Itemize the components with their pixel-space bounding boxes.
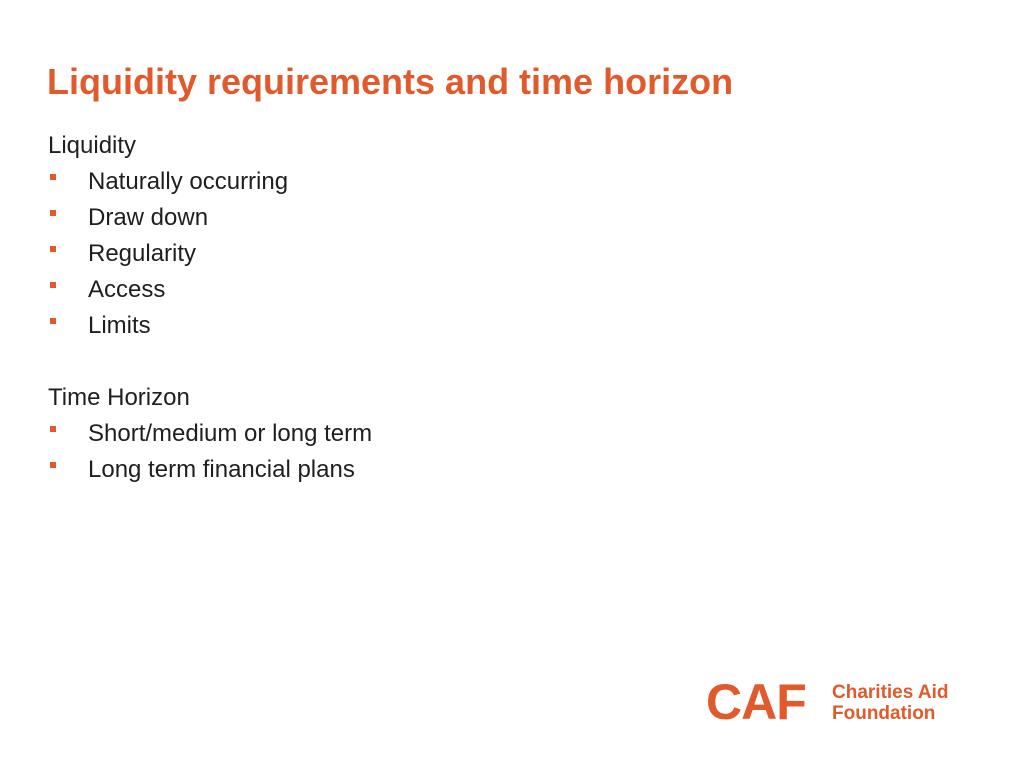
- section-spacer: [48, 344, 948, 380]
- list-item: [48, 200, 948, 236]
- caf-logo: [706, 674, 966, 730]
- section-heading-liquidity: Liquidity: [48, 132, 137, 159]
- list-item: [48, 416, 948, 452]
- logo-line-2: Foundation: [832, 703, 936, 724]
- square-bullet-icon: [50, 426, 56, 432]
- liquidity-bullet-list: [48, 164, 948, 344]
- square-bullet-icon: [50, 318, 56, 324]
- list-item: [48, 452, 948, 488]
- bullet-text: Short/medium or long term: [88, 420, 373, 447]
- logo-wordmark: [832, 682, 949, 724]
- time-horizon-bullet-list: [48, 416, 948, 488]
- square-bullet-icon: [50, 462, 56, 468]
- list-item: [48, 272, 948, 308]
- logo-mark: CAF: [706, 674, 806, 730]
- slide-body: [48, 128, 948, 488]
- slide-title: Liquidity requirements and time horizon: [47, 61, 734, 102]
- square-bullet-icon: [50, 282, 56, 288]
- bullet-text: Regularity: [88, 240, 197, 267]
- list-item: [48, 308, 948, 344]
- bullet-text: Limits: [88, 312, 151, 339]
- square-bullet-icon: [50, 174, 56, 180]
- bullet-text: Long term financial plans: [88, 456, 355, 483]
- bullet-text: Naturally occurring: [88, 168, 289, 195]
- logo-line-1: Charities Aid: [832, 682, 949, 703]
- bullet-text: Draw down: [88, 204, 209, 231]
- square-bullet-icon: [50, 210, 56, 216]
- list-item: [48, 164, 948, 200]
- list-item: [48, 236, 948, 272]
- square-bullet-icon: [50, 246, 56, 252]
- bullet-text: Access: [88, 276, 166, 303]
- section-heading-time-horizon: Time Horizon: [48, 384, 190, 411]
